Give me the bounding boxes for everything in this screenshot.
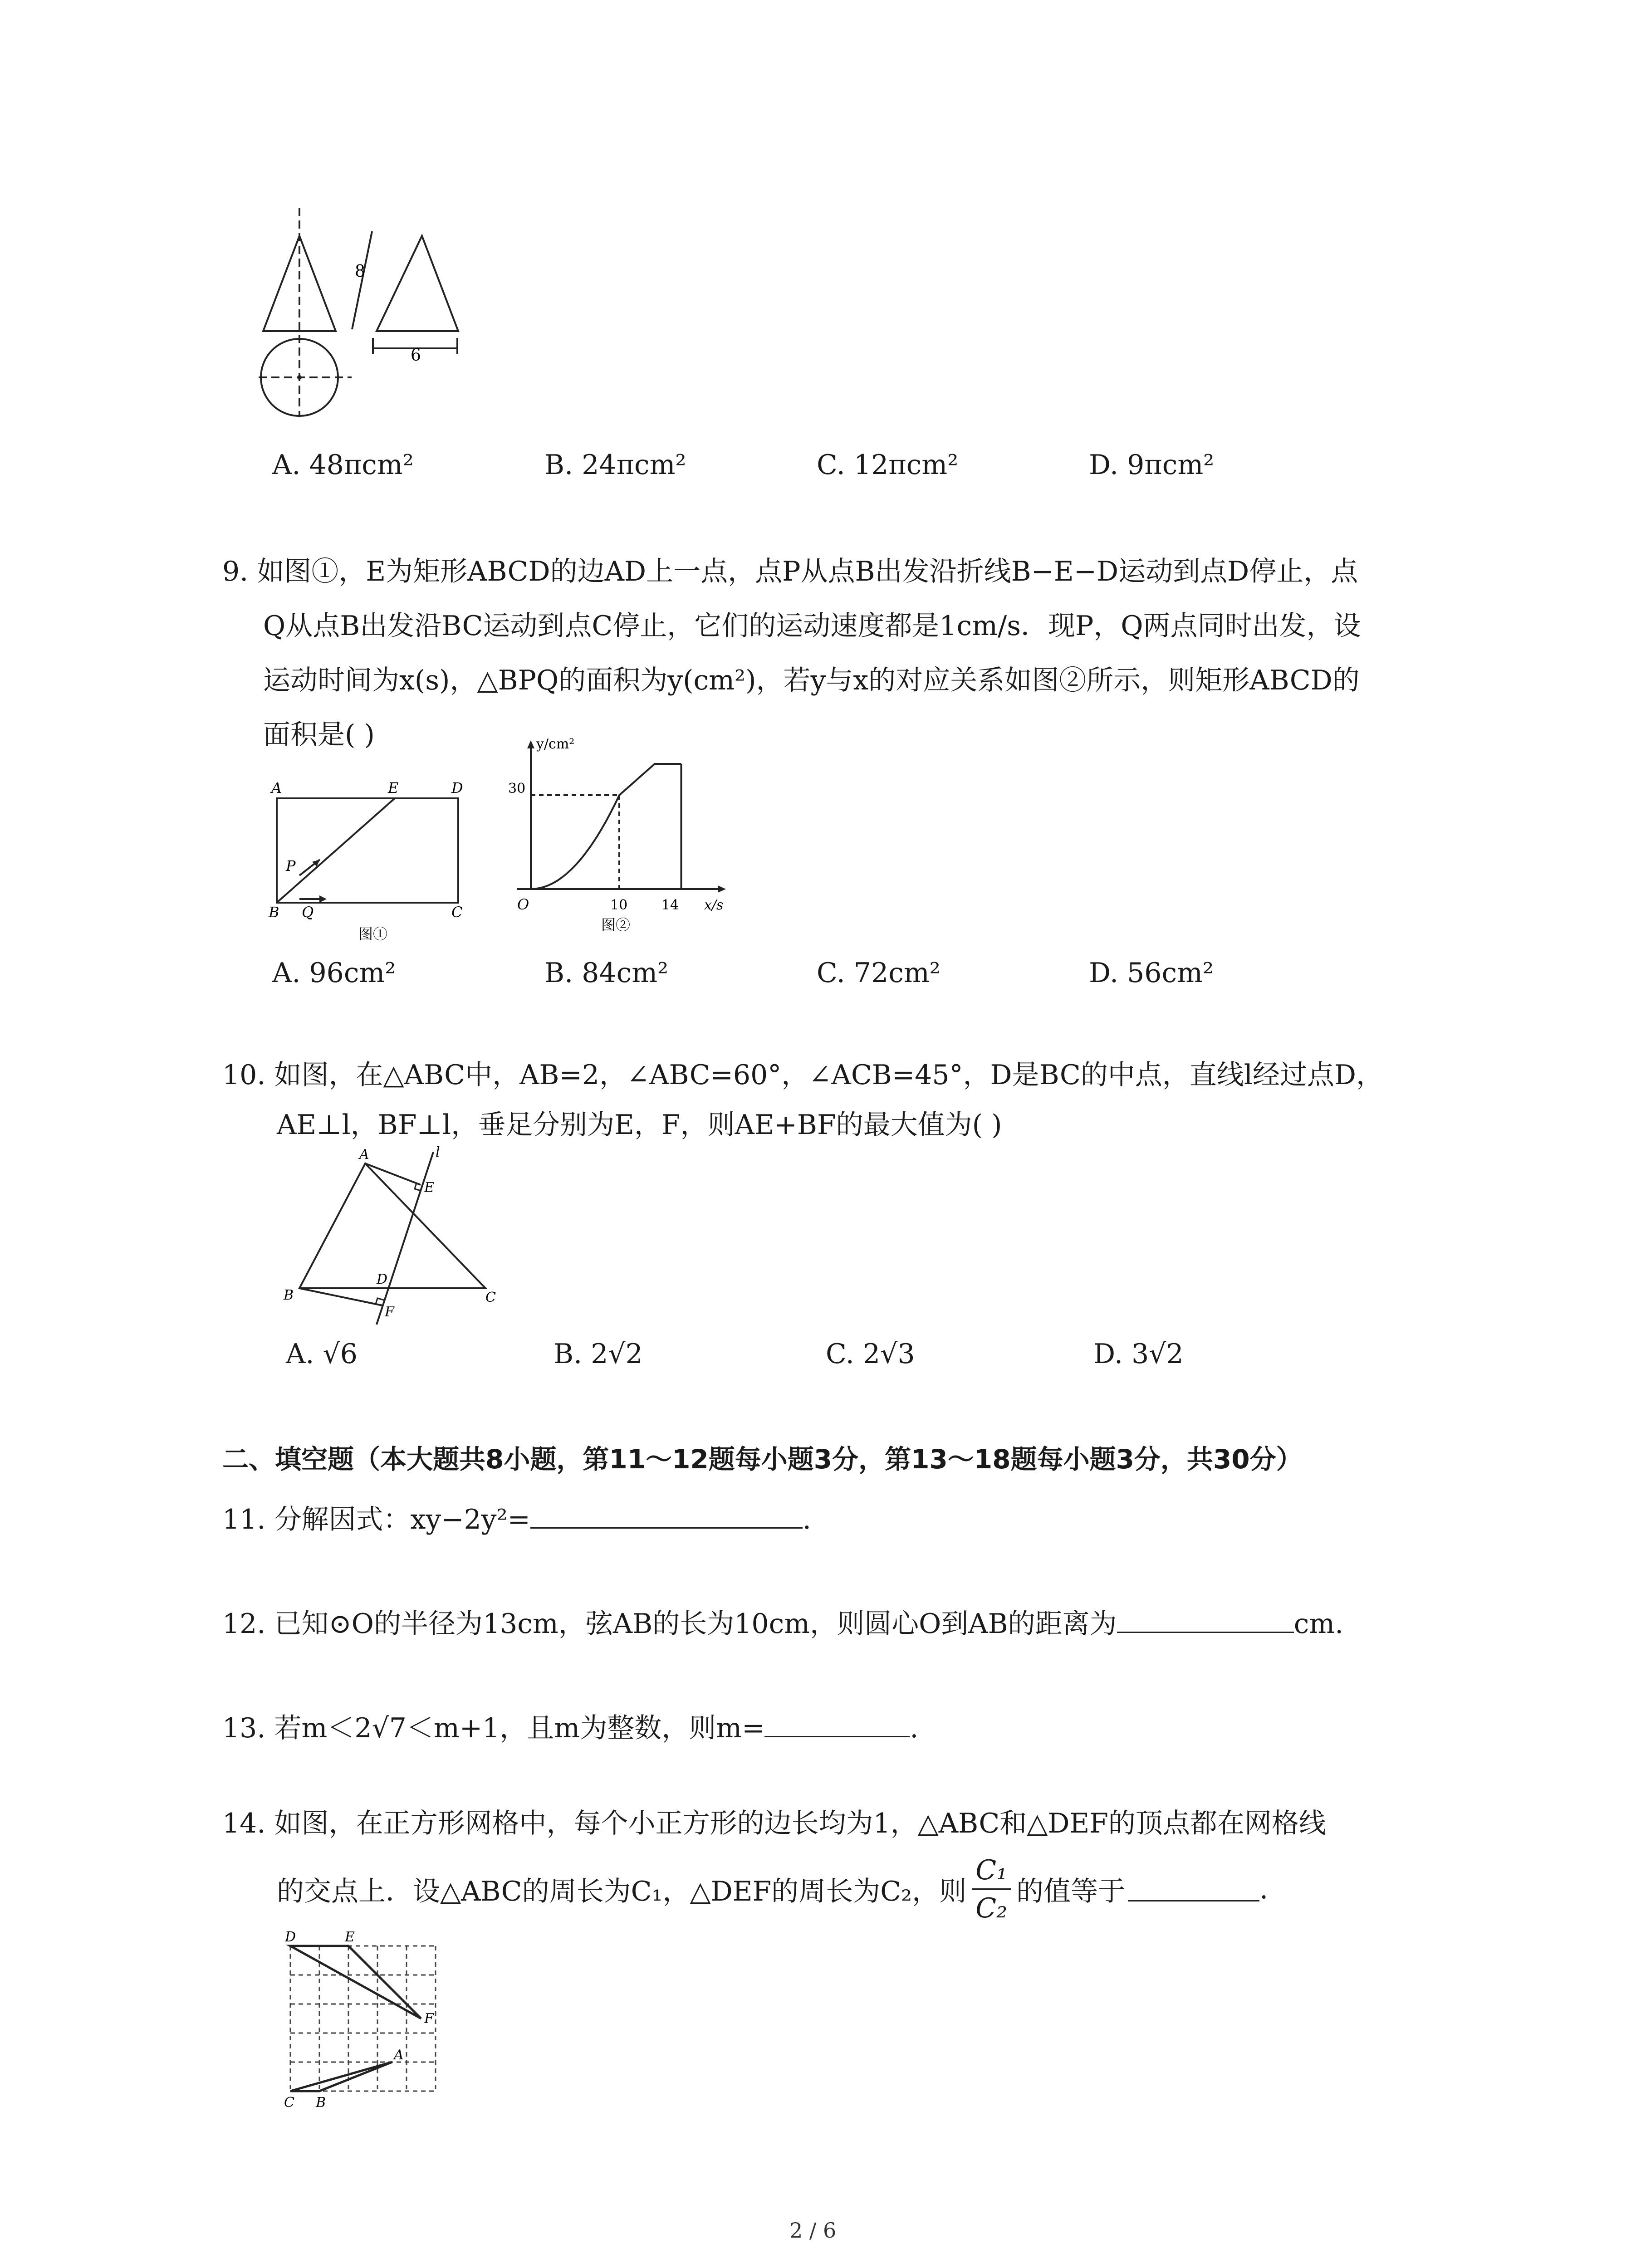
q8-option-a[interactable]: A. 48πcm²: [272, 449, 414, 481]
fig2-origin: O: [517, 896, 529, 913]
q9-figure-2: [495, 735, 749, 943]
q10-option-d[interactable]: D. 3√2: [1093, 1338, 1184, 1370]
q9-option-b[interactable]: B. 84cm²: [544, 957, 669, 989]
fig2-tick-14: 14: [661, 897, 679, 913]
fig2-tick-10: 10: [610, 897, 628, 913]
q14-label-d: D: [285, 1929, 296, 1945]
q9-line-3: 运动时间为x(s)，△BPQ的面积为y(cm²)，若y与x的对应关系如图②所示，则矩形ABCD的: [263, 665, 1360, 696]
triangle-abc: [299, 1163, 485, 1288]
page-number: 2 / 6: [789, 2218, 837, 2243]
q10-option-b[interactable]: B. 2√2: [554, 1338, 643, 1370]
fig2-ylabel: y/cm²: [536, 736, 575, 752]
fig1-label-q: Q: [302, 904, 314, 921]
q12-end: cm.: [1293, 1608, 1344, 1640]
q14-line-2: [277, 1846, 1268, 1932]
q10-line-2: AE⊥l，BF⊥l，垂足分别为E，F，则AE+BF的最大值为( ): [277, 1109, 1002, 1141]
q9-line-1: 9. 如图①，E为矩形ABCD的边AD上一点，点P从点B出发沿折线B−E−D运动到点D停止，点: [222, 556, 1358, 587]
q13-text: 13. 若m＜2√7＜m+1，且m为整数，则m=: [222, 1712, 765, 1744]
q13: [222, 1701, 918, 1755]
fig1-label-d: D: [451, 779, 463, 797]
q14-frac-den: C₂: [975, 1892, 1008, 1924]
side-view-triangle: [377, 236, 458, 331]
q9-option-a[interactable]: A. 96cm²: [272, 957, 396, 989]
q11-answer-blank[interactable]: [530, 1500, 803, 1529]
q9-graph-curve: [531, 764, 681, 889]
q14-end: .: [1259, 1873, 1269, 1905]
q10-option-c[interactable]: C. 2√3: [826, 1338, 915, 1370]
segment-bf: [299, 1288, 382, 1305]
q14-label-e: E: [345, 1929, 355, 1945]
q10-label-l: l: [436, 1144, 440, 1160]
q10-label-d: D: [377, 1271, 388, 1287]
q9-line-4: 面积是( ): [263, 719, 375, 751]
q8-option-c[interactable]: C. 12πcm²: [817, 449, 959, 481]
fig1-label-b: B: [269, 904, 279, 921]
rectangle-abcd: [277, 798, 458, 903]
q9-line-2: Q从点B出发沿BC运动到点C停止，它们的运动速度都是1cm/s．现P，Q两点同时出发，设: [263, 610, 1361, 642]
fig1-label-p: P: [286, 857, 296, 875]
q14-label-b: B: [316, 2095, 326, 2111]
q8-label-slant: 8: [355, 262, 365, 281]
q11-end: .: [802, 1504, 811, 1535]
q14-label-a: A: [394, 2047, 404, 2063]
fig1-label-a: A: [271, 779, 282, 797]
q13-end: .: [910, 1712, 919, 1744]
q12-answer-blank[interactable]: [1117, 1604, 1294, 1633]
q9-figure-1: [263, 776, 481, 943]
q8-option-b[interactable]: B. 24πcm²: [544, 449, 686, 481]
q8-label-base: 6: [411, 346, 421, 365]
q8-option-d[interactable]: D. 9πcm²: [1089, 449, 1215, 481]
q13-answer-blank[interactable]: [764, 1709, 910, 1737]
q10-option-a[interactable]: A. √6: [286, 1338, 358, 1370]
q14-frac-num: C₁: [972, 1852, 1011, 1890]
segment-be: [277, 798, 395, 903]
q12: [222, 1597, 1343, 1651]
q9-option-c[interactable]: C. 72cm²: [817, 957, 941, 989]
q12-text: 12. 已知⊙O的半径为13cm，弦AB的长为10cm，则圆心O到AB的距离为: [222, 1608, 1117, 1640]
q11: [222, 1492, 811, 1547]
q14-figure: [272, 1928, 463, 2127]
q8-figure: [254, 204, 472, 417]
fig1-caption: 图①: [358, 925, 388, 943]
fig1-label-e: E: [388, 779, 399, 797]
fig2-tick-30: 30: [508, 781, 526, 797]
q14-answer-blank[interactable]: [1128, 1877, 1259, 1901]
triangle-abc: [290, 2062, 392, 2091]
fig1-label-c: C: [451, 904, 463, 921]
q10-label-a: A: [359, 1147, 369, 1163]
q14-line-2-text: 的交点上．设△ABC的周长为C₁，△DEF的周长为C₂，则: [277, 1876, 967, 1907]
q10-label-f: F: [385, 1304, 394, 1320]
section-2-heading: 二、填空题（本大题共8小题，第11～12题每小题3分，第13～18题每小题3分，共30分）: [222, 1444, 1303, 1475]
q14-label-c: C: [284, 2095, 294, 2111]
triangle-def: [290, 1946, 421, 2019]
q14-fraction: [972, 1852, 1011, 1926]
q10-figure: [272, 1143, 508, 1334]
q9-option-d[interactable]: D. 56cm²: [1089, 957, 1214, 989]
q14-label-f: F: [424, 2011, 434, 2027]
q10-line-1: 10. 如图，在△ABC中，AB=2，∠ABC=60°，∠ACB=45°，D是BC的中点，直线l经过点D，: [222, 1059, 1384, 1091]
q11-text: 11. 分解因式：xy−2y²=: [222, 1504, 530, 1535]
q10-label-b: B: [284, 1287, 294, 1303]
q10-label-e: E: [424, 1180, 434, 1196]
fig2-xlabel: x/s: [704, 897, 724, 913]
segment-ae: [365, 1163, 421, 1185]
q14-line-2-text-b: 的值等于: [1016, 1876, 1126, 1907]
q14-line-1: 14. 如图，在正方形网格中，每个小正方形的边长均为1，△ABC和△DEF的顶点都在网格线: [222, 1808, 1326, 1839]
fig2-caption: 图②: [601, 916, 631, 934]
q10-label-c: C: [485, 1290, 496, 1305]
